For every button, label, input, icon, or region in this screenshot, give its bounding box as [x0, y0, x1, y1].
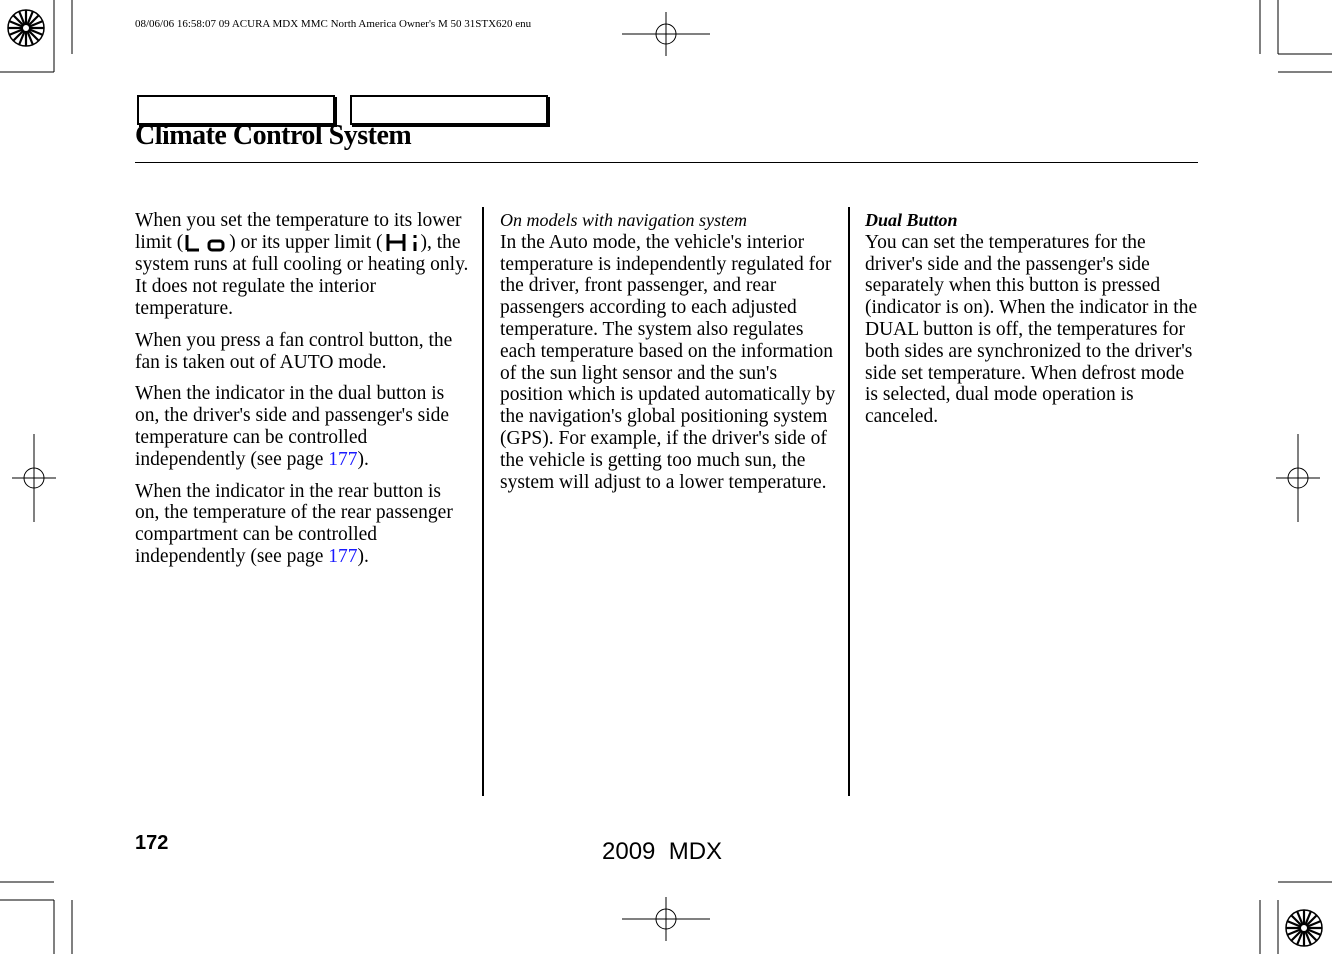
lo-display-icon [183, 233, 229, 253]
column-divider [482, 207, 484, 796]
print-metadata: 08/06/06 16:58:07 09 ACURA MDX MMC North America Owner's M 50 31STX620 enu [135, 18, 532, 30]
page-link-177[interactable]: 177 [328, 448, 358, 470]
crosshair-icon [622, 12, 710, 56]
column-2 [500, 210, 836, 503]
paragraph-dual-indicator: When the indicator in the dual button is on, the driver's side and passenger's side temperature can be controlled independently (see page 177). [135, 383, 450, 470]
column-divider [848, 207, 850, 796]
dual-button-heading: Dual Button [865, 210, 958, 230]
paragraph-dual-button: You can set the temperatures for the driver's side and the passenger's side separately when this button is pressed (indicator is on). When the indicator in the DUAL button is off, the temperatures for both sides are synchronized to the driver's side set temperature. When defrost mode is selected, dual mode operation is canceled. [865, 231, 1198, 428]
crosshair-icon [1276, 434, 1320, 522]
column-3 [865, 210, 1201, 438]
page-number: 172 [135, 832, 169, 854]
navigation-models-heading: On models with navigation system [500, 210, 747, 230]
page-link-177[interactable]: 177 [328, 545, 358, 567]
registration-sunburst-icon [6, 8, 46, 48]
paragraph-auto-mode: In the Auto mode, the vehicle's interior temperature is independently regulated for the driver, front passenger, and rear passengers according to each adjusted temperature. The system also regulates each temperature based on the information of the sun light sensor and the sun's position which is updated automatically by the navigation's global positioning system (GPS). For example, if the driver's side of the vehicle is getting too much sun, the system will adjust to a lower temperature. [500, 231, 836, 493]
footer-model: 2009 MDX [602, 838, 723, 865]
column-1 [135, 210, 470, 578]
title-divider [135, 162, 1198, 163]
hi-display-icon [383, 232, 421, 254]
paragraph-rear-indicator: When the indicator in the rear button is on, the temperature of the rear passenger compartment can be controlled independently (see page 177). [135, 480, 453, 567]
paragraph-fan-control: When you press a fan control button, the fan is taken out of AUTO mode. [135, 329, 453, 373]
crosshair-icon [622, 897, 710, 941]
page-title: Climate Control System [135, 120, 412, 151]
paragraph-temperature-limits: When you set the temperature to its lower limit ( ) or its upper limit ( ), the system runs at full cooling or heating only. It does not regulate the interior temperature. [135, 210, 469, 319]
crosshair-icon [12, 434, 56, 522]
registration-sunburst-icon [1284, 908, 1324, 948]
